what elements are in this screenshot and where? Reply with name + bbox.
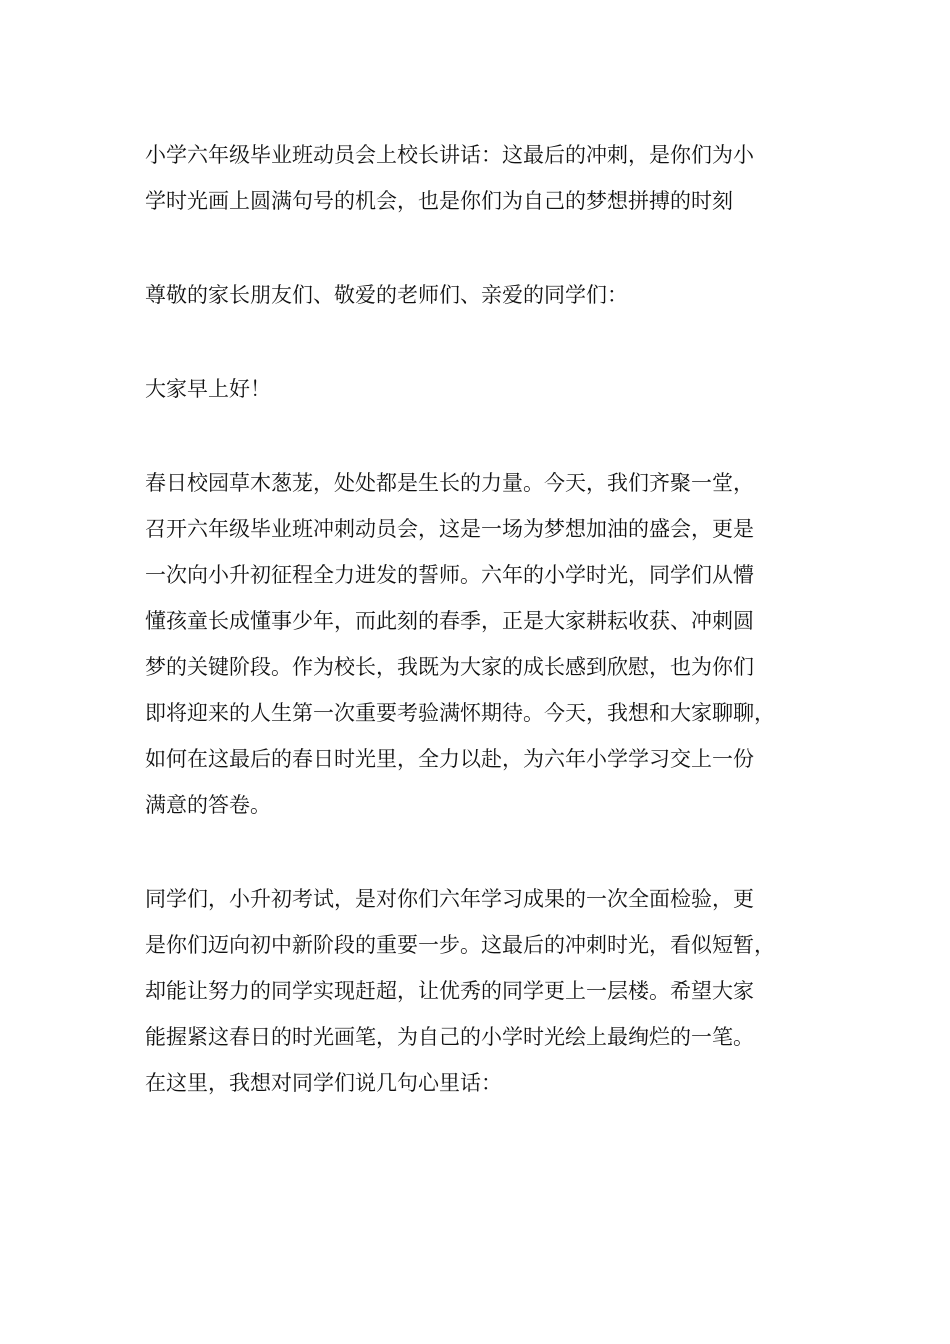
paragraph-line: 懂孩童长成懂事少年，而此刻的春季，正是大家耕耘收获、冲刺圆 (145, 609, 754, 633)
greeting-line: 大家早上好！ (145, 377, 271, 401)
paragraph-line: 能握紧这春日的时光画笔，为自己的小学时光绘上最绚烂的一笔。 (145, 1025, 754, 1049)
greeting (145, 366, 825, 412)
paragraph-line: 同学们，小升初考试，是对你们六年学习成果的一次全面检验，更 (145, 887, 754, 911)
paragraph-1 (145, 460, 825, 828)
paragraph-line: 满意的答卷。 (145, 793, 271, 817)
paragraph-line: 即将迎来的人生第一次重要考验满怀期待。今天，我想和大家聊聊， (145, 701, 775, 725)
paragraph-line: 梦的关键阶段。作为校长，我既为大家的成长感到欣慰，也为你们 (145, 655, 754, 679)
paragraph-2 (145, 876, 825, 1106)
document-title (145, 132, 825, 224)
salutation (145, 272, 825, 318)
salutation-line: 尊敬的家长朋友们、敬爱的老师们、亲爱的同学们： (145, 283, 628, 307)
paragraph-line: 春日校园草木葱茏，处处都是生长的力量。今天，我们齐聚一堂， (145, 471, 754, 495)
title-line: 学时光画上圆满句号的机会，也是你们为自己的梦想拼搏的时刻 (145, 189, 733, 213)
document-page (145, 132, 825, 1154)
paragraph-line: 在这里，我想对同学们说几句心里话： (145, 1071, 502, 1095)
paragraph-line: 如何在这最后的春日时光里，全力以赴，为六年小学学习交上一份 (145, 747, 754, 771)
paragraph-line: 召开六年级毕业班冲刺动员会，这是一场为梦想加油的盛会，更是 (145, 517, 754, 541)
paragraph-line: 是你们迈向初中新阶段的重要一步。这最后的冲刺时光，看似短暂， (145, 933, 775, 957)
paragraph-line: 一次向小升初征程全力进发的誓师。六年的小学时光，同学们从懵 (145, 563, 754, 587)
title-line: 小学六年级毕业班动员会上校长讲话：这最后的冲刺，是你们为小 (145, 143, 754, 167)
paragraph-line: 却能让努力的同学实现赶超，让优秀的同学更上一层楼。希望大家 (145, 979, 754, 1003)
